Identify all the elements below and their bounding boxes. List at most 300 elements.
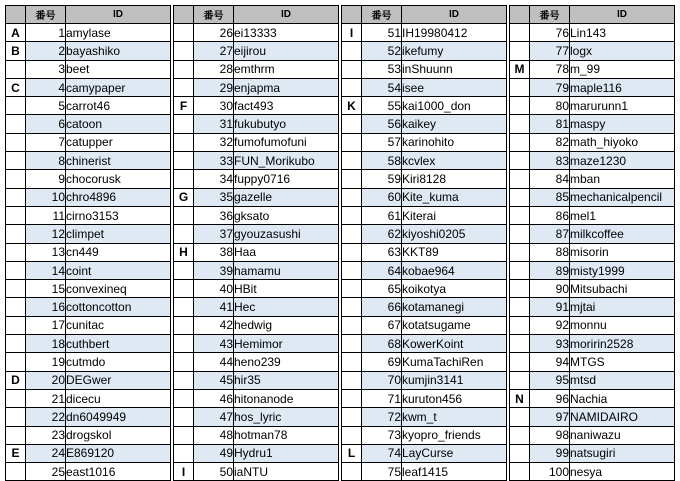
table-row bbox=[510, 225, 675, 243]
user-id: Kiterai bbox=[402, 206, 507, 224]
entry-number: 80 bbox=[530, 97, 570, 115]
table-block-2 bbox=[173, 5, 339, 481]
table-row bbox=[510, 60, 675, 78]
user-id: logx bbox=[570, 42, 675, 60]
user-id: Kite_kuma bbox=[402, 188, 507, 206]
header-letter bbox=[342, 6, 362, 24]
initial-letter bbox=[510, 298, 530, 316]
user-id: enjapma bbox=[234, 78, 339, 96]
table-row bbox=[342, 152, 507, 170]
entry-number: 81 bbox=[530, 115, 570, 133]
entry-number: 67 bbox=[362, 316, 402, 334]
initial-letter: L bbox=[342, 444, 362, 462]
entry-number: 25 bbox=[26, 463, 66, 481]
user-id: maple116 bbox=[570, 78, 675, 96]
table-row bbox=[6, 152, 171, 170]
entry-number: 27 bbox=[194, 42, 234, 60]
entry-number: 62 bbox=[362, 225, 402, 243]
user-id: karinohito bbox=[402, 133, 507, 151]
entry-number: 14 bbox=[26, 261, 66, 279]
entry-number: 1 bbox=[26, 24, 66, 42]
user-id: kwm_t bbox=[402, 408, 507, 426]
entry-number: 10 bbox=[26, 188, 66, 206]
user-id: leaf1415 bbox=[402, 463, 507, 481]
table-row bbox=[174, 444, 339, 462]
initial-letter bbox=[6, 243, 26, 261]
table-row bbox=[342, 97, 507, 115]
initial-letter: C bbox=[6, 78, 26, 96]
table-row bbox=[6, 444, 171, 462]
user-id: kotatsugame bbox=[402, 316, 507, 334]
id-table bbox=[173, 5, 339, 481]
user-id: MTGS bbox=[570, 353, 675, 371]
user-id: KowerKoint bbox=[402, 335, 507, 353]
entry-number: 33 bbox=[194, 152, 234, 170]
initial-letter bbox=[174, 206, 194, 224]
initial-letter bbox=[174, 426, 194, 444]
header-number: 番号 bbox=[26, 6, 66, 24]
user-id: misty1999 bbox=[570, 261, 675, 279]
entry-number: 92 bbox=[530, 316, 570, 334]
user-id: cuthbert bbox=[66, 335, 171, 353]
user-id: kuruton456 bbox=[402, 389, 507, 407]
user-id: ei13333 bbox=[234, 24, 339, 42]
table-row bbox=[6, 353, 171, 371]
initial-letter bbox=[174, 170, 194, 188]
initial-letter bbox=[6, 261, 26, 279]
entry-number: 42 bbox=[194, 316, 234, 334]
entry-number: 100 bbox=[530, 463, 570, 481]
initial-letter bbox=[342, 188, 362, 206]
initial-letter bbox=[510, 371, 530, 389]
initial-letter bbox=[174, 353, 194, 371]
entry-number: 93 bbox=[530, 335, 570, 353]
header-row bbox=[342, 6, 507, 24]
initial-letter bbox=[510, 24, 530, 42]
user-id: mban bbox=[570, 170, 675, 188]
entry-number: 20 bbox=[26, 371, 66, 389]
entry-number: 99 bbox=[530, 444, 570, 462]
entry-number: 54 bbox=[362, 78, 402, 96]
entry-number: 85 bbox=[530, 188, 570, 206]
initial-letter bbox=[6, 316, 26, 334]
user-id: dn6049949 bbox=[66, 408, 171, 426]
table-row bbox=[510, 243, 675, 261]
entry-number: 16 bbox=[26, 298, 66, 316]
user-id: nesya bbox=[570, 463, 675, 481]
header-row bbox=[6, 6, 171, 24]
user-id: cutmdo bbox=[66, 353, 171, 371]
entry-number: 94 bbox=[530, 353, 570, 371]
entry-number: 58 bbox=[362, 152, 402, 170]
initial-letter bbox=[510, 133, 530, 151]
table-row bbox=[6, 280, 171, 298]
table-row bbox=[342, 225, 507, 243]
table-row bbox=[174, 335, 339, 353]
user-id: kotamanegi bbox=[402, 298, 507, 316]
initial-letter bbox=[6, 353, 26, 371]
initial-letter bbox=[342, 389, 362, 407]
table-row bbox=[510, 335, 675, 353]
user-id: mtsd bbox=[570, 371, 675, 389]
table-row bbox=[6, 426, 171, 444]
user-id: chro4896 bbox=[66, 188, 171, 206]
entry-number: 6 bbox=[26, 115, 66, 133]
user-id: hir35 bbox=[234, 371, 339, 389]
table-row bbox=[174, 353, 339, 371]
initial-letter bbox=[342, 353, 362, 371]
user-id: inShuunn bbox=[402, 60, 507, 78]
table-row bbox=[342, 42, 507, 60]
table-row bbox=[174, 133, 339, 151]
entry-number: 49 bbox=[194, 444, 234, 462]
initial-letter bbox=[510, 243, 530, 261]
user-id: hamamu bbox=[234, 261, 339, 279]
id-table bbox=[509, 5, 675, 481]
user-id: hitonanode bbox=[234, 389, 339, 407]
initial-letter bbox=[6, 97, 26, 115]
table-row bbox=[6, 371, 171, 389]
table-row bbox=[6, 60, 171, 78]
table-row bbox=[510, 280, 675, 298]
initial-letter bbox=[6, 206, 26, 224]
user-id: hotman78 bbox=[234, 426, 339, 444]
header-letter bbox=[174, 6, 194, 24]
entry-number: 57 bbox=[362, 133, 402, 151]
header-id: ID bbox=[570, 6, 675, 24]
user-id: misorin bbox=[570, 243, 675, 261]
user-id: HBit bbox=[234, 280, 339, 298]
table-row bbox=[174, 188, 339, 206]
user-id: koikotya bbox=[402, 280, 507, 298]
initial-letter bbox=[6, 60, 26, 78]
user-id: milkcoffee bbox=[570, 225, 675, 243]
table-row bbox=[342, 389, 507, 407]
entry-number: 7 bbox=[26, 133, 66, 151]
table-row bbox=[6, 97, 171, 115]
table-row bbox=[510, 206, 675, 224]
initial-letter: I bbox=[342, 24, 362, 42]
initial-letter bbox=[342, 206, 362, 224]
initial-letter bbox=[174, 298, 194, 316]
initial-letter: H bbox=[174, 243, 194, 261]
entry-number: 52 bbox=[362, 42, 402, 60]
initial-letter bbox=[342, 426, 362, 444]
user-id: NAMIDAIRO bbox=[570, 408, 675, 426]
user-id: fact493 bbox=[234, 97, 339, 115]
entry-number: 61 bbox=[362, 206, 402, 224]
initial-letter bbox=[174, 335, 194, 353]
entry-number: 37 bbox=[194, 225, 234, 243]
user-id: marurunn1 bbox=[570, 97, 675, 115]
user-id: drogskol bbox=[66, 426, 171, 444]
user-id: moririn2528 bbox=[570, 335, 675, 353]
initial-letter bbox=[174, 133, 194, 151]
entry-number: 50 bbox=[194, 463, 234, 481]
initial-letter bbox=[510, 206, 530, 224]
table-row bbox=[174, 243, 339, 261]
table-row bbox=[342, 426, 507, 444]
user-id: kcvlex bbox=[402, 152, 507, 170]
initial-letter bbox=[6, 170, 26, 188]
entry-number: 30 bbox=[194, 97, 234, 115]
initial-letter bbox=[510, 408, 530, 426]
user-id: kai1000_don bbox=[402, 97, 507, 115]
user-id: FUN_Morikubo bbox=[234, 152, 339, 170]
initial-letter bbox=[342, 133, 362, 151]
user-id: fuppy0716 bbox=[234, 170, 339, 188]
entry-number: 21 bbox=[26, 389, 66, 407]
table-row bbox=[510, 353, 675, 371]
entry-number: 24 bbox=[26, 444, 66, 462]
table-row bbox=[342, 133, 507, 151]
entry-number: 82 bbox=[530, 133, 570, 151]
table-row bbox=[6, 188, 171, 206]
table-row bbox=[174, 170, 339, 188]
entry-number: 35 bbox=[194, 188, 234, 206]
initial-letter bbox=[342, 335, 362, 353]
user-id: bayashiko bbox=[66, 42, 171, 60]
initial-letter bbox=[510, 225, 530, 243]
user-id: ikefumy bbox=[402, 42, 507, 60]
user-id: carrot46 bbox=[66, 97, 171, 115]
initial-letter bbox=[510, 353, 530, 371]
entry-number: 45 bbox=[194, 371, 234, 389]
table-row bbox=[174, 261, 339, 279]
user-id: maze1230 bbox=[570, 152, 675, 170]
entry-number: 90 bbox=[530, 280, 570, 298]
table-row bbox=[342, 115, 507, 133]
entry-number: 18 bbox=[26, 335, 66, 353]
table-row bbox=[174, 97, 339, 115]
initial-letter bbox=[342, 298, 362, 316]
header-row bbox=[510, 6, 675, 24]
table-row bbox=[342, 280, 507, 298]
table-row bbox=[510, 133, 675, 151]
table-row bbox=[342, 60, 507, 78]
table-row bbox=[174, 225, 339, 243]
table-row bbox=[6, 298, 171, 316]
user-id: chinerist bbox=[66, 152, 171, 170]
entry-number: 31 bbox=[194, 115, 234, 133]
table-row bbox=[6, 133, 171, 151]
entry-number: 59 bbox=[362, 170, 402, 188]
initial-letter bbox=[174, 115, 194, 133]
table-row bbox=[174, 408, 339, 426]
user-id: KumaTachiRen bbox=[402, 353, 507, 371]
entry-number: 17 bbox=[26, 316, 66, 334]
table-row bbox=[342, 335, 507, 353]
table-row bbox=[342, 298, 507, 316]
initial-letter bbox=[6, 426, 26, 444]
entry-number: 3 bbox=[26, 60, 66, 78]
initial-letter: A bbox=[6, 24, 26, 42]
entry-number: 97 bbox=[530, 408, 570, 426]
user-id: gazelle bbox=[234, 188, 339, 206]
header-letter bbox=[510, 6, 530, 24]
table-row bbox=[510, 444, 675, 462]
table-row bbox=[6, 316, 171, 334]
table-row bbox=[174, 426, 339, 444]
initial-letter bbox=[342, 371, 362, 389]
user-id: beet bbox=[66, 60, 171, 78]
entry-number: 29 bbox=[194, 78, 234, 96]
initial-letter bbox=[174, 152, 194, 170]
initial-letter bbox=[6, 335, 26, 353]
initial-letter bbox=[510, 335, 530, 353]
initial-letter: F bbox=[174, 97, 194, 115]
initial-letter bbox=[174, 78, 194, 96]
initial-letter bbox=[510, 42, 530, 60]
header-number: 番号 bbox=[530, 6, 570, 24]
user-id: mel1 bbox=[570, 206, 675, 224]
user-id: kumjin3141 bbox=[402, 371, 507, 389]
user-id: convexineq bbox=[66, 280, 171, 298]
user-id: Hydru1 bbox=[234, 444, 339, 462]
user-id: naniwazu bbox=[570, 426, 675, 444]
initial-letter bbox=[6, 133, 26, 151]
initial-letter: I bbox=[174, 463, 194, 481]
initial-letter bbox=[510, 78, 530, 96]
entry-number: 43 bbox=[194, 335, 234, 353]
entry-number: 60 bbox=[362, 188, 402, 206]
table-row bbox=[342, 170, 507, 188]
user-id: catoon bbox=[66, 115, 171, 133]
initial-letter bbox=[174, 261, 194, 279]
table-row bbox=[510, 97, 675, 115]
table-row bbox=[342, 206, 507, 224]
table-row bbox=[510, 298, 675, 316]
entry-number: 96 bbox=[530, 389, 570, 407]
initial-letter: B bbox=[6, 42, 26, 60]
entry-number: 38 bbox=[194, 243, 234, 261]
header-number: 番号 bbox=[362, 6, 402, 24]
table-row bbox=[510, 188, 675, 206]
user-id: chocorusk bbox=[66, 170, 171, 188]
initial-letter bbox=[342, 408, 362, 426]
initial-letter bbox=[6, 188, 26, 206]
entry-number: 91 bbox=[530, 298, 570, 316]
entry-number: 40 bbox=[194, 280, 234, 298]
entry-number: 72 bbox=[362, 408, 402, 426]
user-id: Nachia bbox=[570, 389, 675, 407]
initial-letter bbox=[6, 389, 26, 407]
user-id: math_hiyoko bbox=[570, 133, 675, 151]
initial-letter bbox=[342, 60, 362, 78]
table-block-4 bbox=[509, 5, 675, 481]
entry-number: 74 bbox=[362, 444, 402, 462]
user-id: cottoncotton bbox=[66, 298, 171, 316]
user-id: heno239 bbox=[234, 353, 339, 371]
user-id: Hemimor bbox=[234, 335, 339, 353]
initial-letter bbox=[6, 115, 26, 133]
initial-letter: E bbox=[6, 444, 26, 462]
entry-number: 32 bbox=[194, 133, 234, 151]
user-id: hos_lyric bbox=[234, 408, 339, 426]
table-row bbox=[174, 78, 339, 96]
initial-letter bbox=[342, 280, 362, 298]
initial-letter: K bbox=[342, 97, 362, 115]
user-id: kiyoshi0205 bbox=[402, 225, 507, 243]
table-row bbox=[174, 152, 339, 170]
user-id: gksato bbox=[234, 206, 339, 224]
entry-number: 68 bbox=[362, 335, 402, 353]
initial-letter bbox=[174, 371, 194, 389]
entry-number: 87 bbox=[530, 225, 570, 243]
entry-number: 71 bbox=[362, 389, 402, 407]
initial-letter bbox=[174, 225, 194, 243]
initial-letter bbox=[510, 316, 530, 334]
initial-letter bbox=[6, 408, 26, 426]
entry-number: 66 bbox=[362, 298, 402, 316]
table-row bbox=[174, 389, 339, 407]
table-row bbox=[510, 408, 675, 426]
table-row bbox=[510, 24, 675, 42]
initial-letter bbox=[342, 170, 362, 188]
user-id: mechanicalpencil bbox=[570, 188, 675, 206]
user-id: eijirou bbox=[234, 42, 339, 60]
entry-number: 4 bbox=[26, 78, 66, 96]
initial-letter bbox=[510, 188, 530, 206]
initial-letter bbox=[510, 426, 530, 444]
entry-number: 53 bbox=[362, 60, 402, 78]
entry-number: 84 bbox=[530, 170, 570, 188]
table-row bbox=[174, 298, 339, 316]
initial-letter bbox=[174, 389, 194, 407]
table-row bbox=[342, 261, 507, 279]
user-id: cirno3153 bbox=[66, 206, 171, 224]
table-row bbox=[510, 316, 675, 334]
entry-number: 19 bbox=[26, 353, 66, 371]
table-row bbox=[342, 316, 507, 334]
table-block-1 bbox=[5, 5, 171, 481]
entry-number: 41 bbox=[194, 298, 234, 316]
participant-table bbox=[5, 5, 675, 479]
user-id: hedwig bbox=[234, 316, 339, 334]
entry-number: 86 bbox=[530, 206, 570, 224]
entry-number: 5 bbox=[26, 97, 66, 115]
entry-number: 39 bbox=[194, 261, 234, 279]
initial-letter bbox=[174, 444, 194, 462]
initial-letter bbox=[510, 152, 530, 170]
entry-number: 15 bbox=[26, 280, 66, 298]
header-id: ID bbox=[66, 6, 171, 24]
id-table bbox=[5, 5, 171, 481]
table-row bbox=[174, 115, 339, 133]
entry-number: 95 bbox=[530, 371, 570, 389]
table-row bbox=[510, 389, 675, 407]
initial-letter: M bbox=[510, 60, 530, 78]
table-row bbox=[6, 78, 171, 96]
entry-number: 9 bbox=[26, 170, 66, 188]
user-id: Lin143 bbox=[570, 24, 675, 42]
entry-number: 11 bbox=[26, 206, 66, 224]
entry-number: 23 bbox=[26, 426, 66, 444]
user-id: m_99 bbox=[570, 60, 675, 78]
initial-letter bbox=[510, 280, 530, 298]
table-row bbox=[342, 78, 507, 96]
user-id: LayCurse bbox=[402, 444, 507, 462]
user-id: IH19980412 bbox=[402, 24, 507, 42]
user-id: Mitsubachi bbox=[570, 280, 675, 298]
user-id: camypaper bbox=[66, 78, 171, 96]
user-id: fukubutyo bbox=[234, 115, 339, 133]
entry-number: 8 bbox=[26, 152, 66, 170]
entry-number: 28 bbox=[194, 60, 234, 78]
header-row bbox=[174, 6, 339, 24]
entry-number: 13 bbox=[26, 243, 66, 261]
entry-number: 46 bbox=[194, 389, 234, 407]
